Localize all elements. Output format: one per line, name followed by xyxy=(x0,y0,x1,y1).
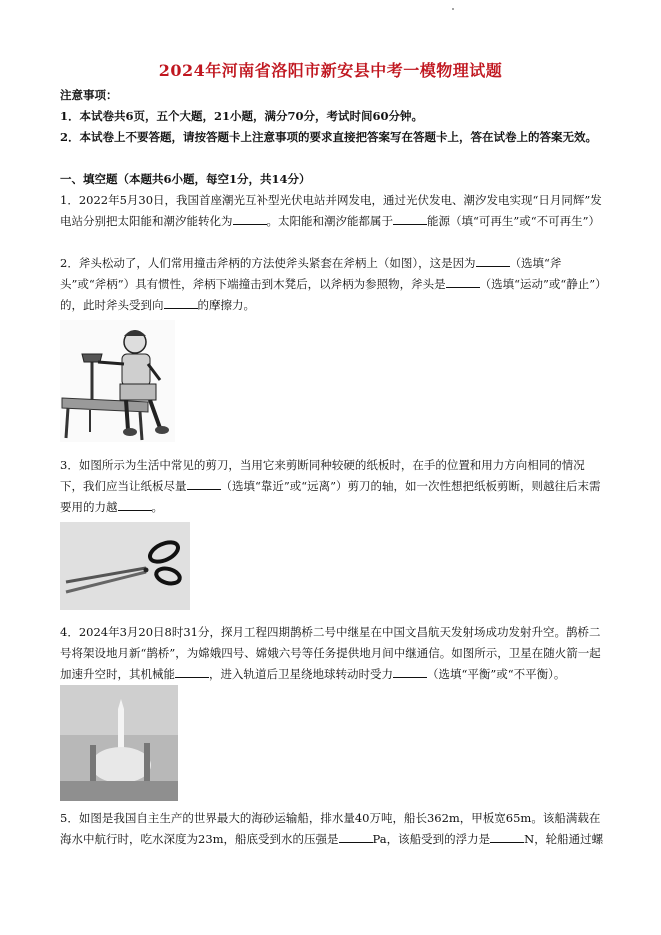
question-2-text-d: 的摩擦力。 xyxy=(197,298,255,312)
question-4-text-b: ，进入轨道后卫星绕地球转动时受力 xyxy=(209,667,393,681)
question-5-text-b: Pa，该船受到的浮力是 xyxy=(372,832,491,846)
question-2-text-c: （选填“运动”或“静止”）的，此时斧头受到向 xyxy=(60,277,601,312)
question-1-text-b: 。太阳能和潮汐能都属于 xyxy=(266,214,393,228)
axe-hammering-figure xyxy=(60,320,175,442)
question-5-text-c: N，轮船通过螺 xyxy=(524,832,604,846)
answer-blank xyxy=(490,829,524,843)
question-3-text-a: 3．如图所示为生活中常见的剪刀，当用它来剪断同种较硬的纸板时，在手的位置和用力方向相同的情况下，我们应当让纸板尽量 xyxy=(60,458,585,493)
question-5-text-a: 5．如图是我国自主生产的世界最大的海砂运输船，排水量40万吨，船长362m，甲板宽65m。该船满载在海水中航行时，吃水深度为23m，船底受到水的压强是 xyxy=(60,811,601,846)
answer-blank xyxy=(233,211,267,225)
question-3 xyxy=(60,455,605,518)
question-4-text-a: 4．2024年3月20日8时31分，探月工程四期鹊桥二号中继星在中国文昌航天发射场成功发射升空。鹊桥二号将架设地月新“鹊桥”，为嫦娥四号、嫦娥六号等任务提供地月间中继通信。如图所示，卫星在随火箭一起加速升空时，其机械能 xyxy=(60,625,601,681)
section-1-heading: 一、填空题（本题共6小题，每空1分，共14分） xyxy=(60,172,311,186)
answer-blank xyxy=(118,497,152,511)
answer-blank xyxy=(476,253,510,267)
answer-blank xyxy=(187,476,221,490)
question-4-text-c: （选填“平衡”或“不平衡）。 xyxy=(427,667,566,681)
answer-blank xyxy=(446,274,480,288)
answer-blank xyxy=(175,664,209,678)
notes-heading: 注意事项： xyxy=(60,88,118,102)
page-title: 2024年河南省洛阳市新安县中考一模物理试题 xyxy=(158,61,503,80)
question-3-text-b: （选填“靠近”或“远离”）剪刀的轴，如一次性想把纸板剪断，则越往后末需要用的力越 xyxy=(60,479,601,514)
question-2-text-a: 2．斧头松动了，人们常用撞击斧柄的方法使斧头紧套在斧柄上（如图），这是因为 xyxy=(60,256,476,270)
notes-line-2: 2．本试卷上不要答题，请按答题卡上注意事项的要求直接把答案写在答题卡上，答在试卷上的答案无效。 xyxy=(60,130,597,144)
question-3-text-c: 。 xyxy=(151,500,163,514)
notes-line-1: 1．本试卷共6页，五个大题，21小题，满分70分，考试时间60分钟。 xyxy=(60,109,424,123)
question-1-text-a: 1．2022年5月30日，我国首座潮光互补型光伏电站并网发电，通过光伏发电、潮汐发电实现“日月同辉”发电站分别把太阳能和潮汐能转化为 xyxy=(60,193,602,228)
question-4 xyxy=(60,622,605,685)
scan-speck xyxy=(452,8,454,10)
question-5 xyxy=(60,808,605,850)
question-1-text-c: 能源（填“可再生”或“不可再生”） xyxy=(427,214,601,228)
answer-blank xyxy=(393,664,427,678)
question-1 xyxy=(60,190,605,232)
question-2-text-b: （选填“斧头”或“斧柄”）具有惯性，斧柄下端撞击到木凳后，以斧柄为参照物，斧头是 xyxy=(60,256,562,291)
answer-blank xyxy=(164,295,198,309)
question-2 xyxy=(60,253,605,316)
rocket-launch-figure xyxy=(60,685,178,801)
answer-blank xyxy=(339,829,373,843)
scissors-figure xyxy=(60,522,190,610)
answer-blank xyxy=(393,211,427,225)
